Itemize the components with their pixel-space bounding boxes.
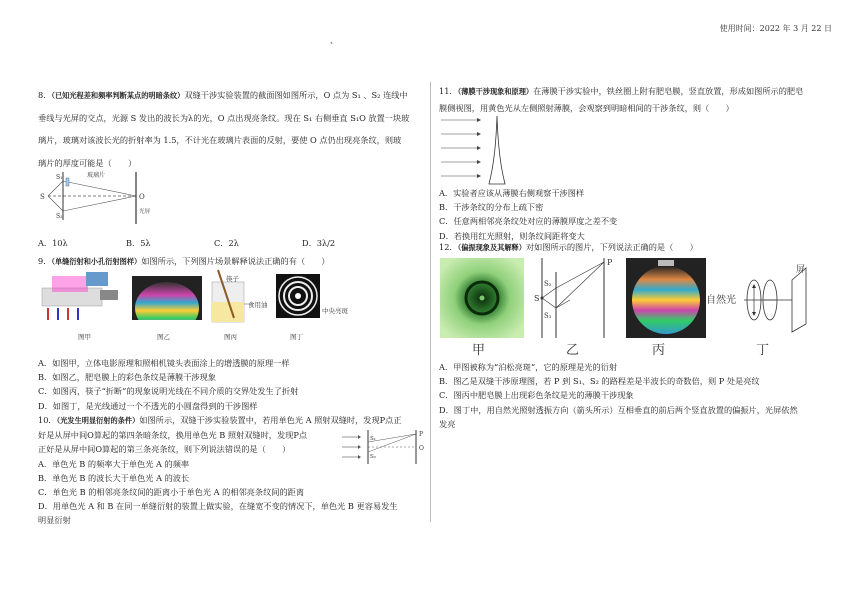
soap-film — [489, 116, 505, 184]
q9-option-d: D．如图丁，是光线通过一个不透光的小圆盘得到的干涉图样 — [38, 400, 258, 411]
q8-figure — [40, 168, 160, 228]
q8-fig-s1: S₁ — [56, 174, 63, 181]
q10-text-2: 好是从屏中间O算起的第四条暗条纹，换用单色光 B 照射双缝时，发现P点 — [38, 430, 308, 441]
q12-tag: （偏振现象及其解释） — [457, 243, 526, 252]
q8-text-2: 垂线与光屏的交点，光源 S 发出的波长为λ的光，O 点出现亮条纹。现在 S₁ 右侧垂直 S₁O 放置一块玻 — [38, 113, 410, 124]
q12-label-yi: 乙 — [566, 343, 580, 358]
q10-tag: （光发生明显衍射的条件） — [56, 416, 140, 425]
q11-number: 11． — [439, 86, 458, 96]
q11-option-a: A．实验者应该从薄膜右侧观察干涉图样 — [439, 188, 585, 198]
q12-image-jia — [440, 258, 524, 338]
q10-number: 10． — [38, 415, 57, 425]
q9-option-b: B．如图乙，肥皂膜上的彩色条纹是薄膜干涉现象 — [38, 372, 216, 383]
usage-time: 使用时间：2022 年 3 月 22 日 — [719, 24, 832, 33]
q10-fig-o: O — [419, 445, 424, 452]
q10-fig-s2: S₂ — [370, 454, 376, 460]
q12-fig-natural-light: 自然光 — [706, 295, 736, 306]
q9-option-a: A．如图甲，立体电影原理和照相机镜头表面涂上的增透膜的原理一样 — [38, 358, 290, 368]
q9-label-center: 中央亮斑 — [322, 307, 348, 315]
q9-caption-ding: 图丁 — [290, 333, 303, 341]
q11-text-2: 膜侧视图，用黄色光从左侧照射薄膜，会观察到明暗相间的干涉条纹，则（ ） — [439, 103, 734, 114]
q10-option-c: C．单色光 B 的相邻亮条纹间的距离小于单色光 A 的相邻亮条纹间的距离 — [38, 487, 305, 498]
q8-fig-screen: 光屏 — [139, 209, 151, 215]
q10-fig-s1: S₁ — [370, 436, 376, 442]
q12-fig-s2: S₂ — [544, 280, 552, 288]
q8-number: 8． — [38, 90, 52, 100]
q10-option-a: A．单色光 B 的频率大于单色光 A 的频率 — [38, 458, 190, 469]
q9-tag: （单缝衍射和小孔衍射图样） — [51, 257, 142, 266]
q11-option-d: D．若换用红光照射，则条纹间距将变大 — [439, 230, 585, 241]
q11-option-b: B．干涉条纹的分布上疏下密 — [439, 202, 544, 213]
q11-tag: （薄膜干涉现象和原理） — [457, 87, 534, 96]
q12-option-d: D．图丁中，用自然光照射透振方向（箭头所示）互相垂直的前后两个竖直放置的偏振片，光屏依然 — [439, 404, 798, 415]
q10-text-1: 如图所示，双缝干涉实验装置中，若用单色光 A 照射双缝时，发现P点正 — [139, 415, 402, 425]
q8-fig-o: O — [139, 193, 145, 201]
q10-option-d-cont: 明显衍射 — [38, 515, 71, 526]
q11-figure — [439, 114, 519, 186]
q12-text: 对如图所示的图片，下列说法正确的是（ ） — [525, 242, 698, 252]
q9-caption-jia: 图甲 — [78, 333, 91, 341]
q12-image-bing — [626, 258, 706, 338]
q12-options — [439, 360, 798, 431]
question-9 — [38, 254, 330, 269]
question-8 — [38, 88, 423, 170]
q10-text-3: 正好是从屏中间O算起的第三条亮条纹，则下列说法错误的是（ ） — [38, 444, 291, 455]
q9-label-chopstick: 筷子 — [226, 275, 239, 283]
q9-image-jia — [38, 268, 128, 324]
q12-fig-s: S — [534, 294, 540, 303]
q10-figure — [340, 428, 428, 466]
q12-option-a: A．甲图被称为“泊松亮斑”，它的原理是光的衍射 — [439, 362, 618, 372]
q12-fig-screen: 屏 — [796, 265, 806, 275]
q8-text-3: 璃片，玻璃对该波长光的折射率为 1.5，不计光在玻璃片表面的反射，要使 O 点仍出现亮条纹，则玻 — [38, 135, 402, 146]
q9-option-c: C．如图丙，筷子“折断”的现象说明光线在不同介质的交界处发生了折射 — [38, 386, 299, 397]
question-11 — [439, 84, 803, 115]
q12-fig-p: P — [607, 258, 613, 267]
q12-option-d-cont: 发亮 — [439, 418, 456, 429]
q8-choice-b: B．5λ — [126, 238, 151, 248]
q9-caption-yi: 图乙 — [157, 333, 170, 341]
q8-fig-glass: 玻璃片 — [87, 172, 106, 179]
column-divider — [430, 82, 431, 522]
q8-fig-s: S — [40, 193, 45, 201]
q10-option-b: B．单色光 B 的波长大于单色光 A 的波长 — [38, 472, 190, 483]
q8-text-4: 璃片的厚度可能是（ ） — [38, 157, 137, 168]
q9-text: 如图所示，下列图片场景解释说法正确的有（ ） — [141, 256, 330, 266]
q8-fig-s2: S₂ — [56, 213, 63, 220]
q9-options — [38, 356, 298, 413]
q12-number: 12． — [439, 242, 458, 252]
q9-caption-bing: 图丙 — [224, 333, 237, 341]
q12-fig-s1: S₁ — [544, 312, 552, 320]
q8-tag: （已知光程差和频率判断某点的明暗条纹） — [51, 91, 185, 100]
q11-option-c: C．任意两相邻亮条纹处对应的薄膜厚度之差不变 — [439, 216, 618, 227]
q12-image-yi — [534, 256, 618, 340]
q12-option-b: B．图乙是双缝干涉原理图，若 P 到 S₁、S₂ 的路程差是半波长的奇数倍，则 P 处是亮纹 — [439, 376, 760, 387]
q12-label-bing: 丙 — [652, 343, 666, 358]
q11-text-1: 在薄膜干涉实验中，铁丝圈上附有肥皂膜，竖直放置，形成如图所示的肥皂 — [533, 86, 804, 96]
q8-text-1: 双缝干涉实验装置的截面图如图所示，O 点为 S₁ 、S₂ 连线中 — [184, 90, 408, 100]
q9-image-ding — [276, 274, 320, 318]
q10-option-d: D．用单色光 A 和 B 在同一单缝衍射的装置上做实验，在缝宽不变的情况下，单色光 B 更容易发生 — [38, 501, 398, 512]
left-column — [38, 88, 423, 170]
q9-number: 9． — [38, 256, 52, 266]
q9-image-yi — [132, 276, 202, 320]
glass-plate — [66, 178, 69, 186]
question-12 — [439, 240, 698, 255]
q8-choice-a: A．10λ — [38, 238, 68, 248]
q12-label-jia: 甲 — [472, 343, 486, 358]
q9-label-oil: 食用油 — [248, 301, 268, 309]
q8-choice-c: C．2λ — [214, 238, 239, 248]
q11-options — [439, 186, 617, 243]
q10-fig-p: P — [419, 431, 424, 438]
q8-choices — [38, 236, 390, 250]
q8-choice-d: D．3λ/2 — [302, 238, 336, 248]
q12-image-ding — [706, 262, 810, 338]
q12-label-ding: 丁 — [756, 343, 770, 358]
q12-option-c: C．图丙中肥皂膜上出现彩色条纹是光的薄膜干涉现象 — [439, 390, 634, 401]
stray-mark: 、 — [330, 36, 338, 45]
